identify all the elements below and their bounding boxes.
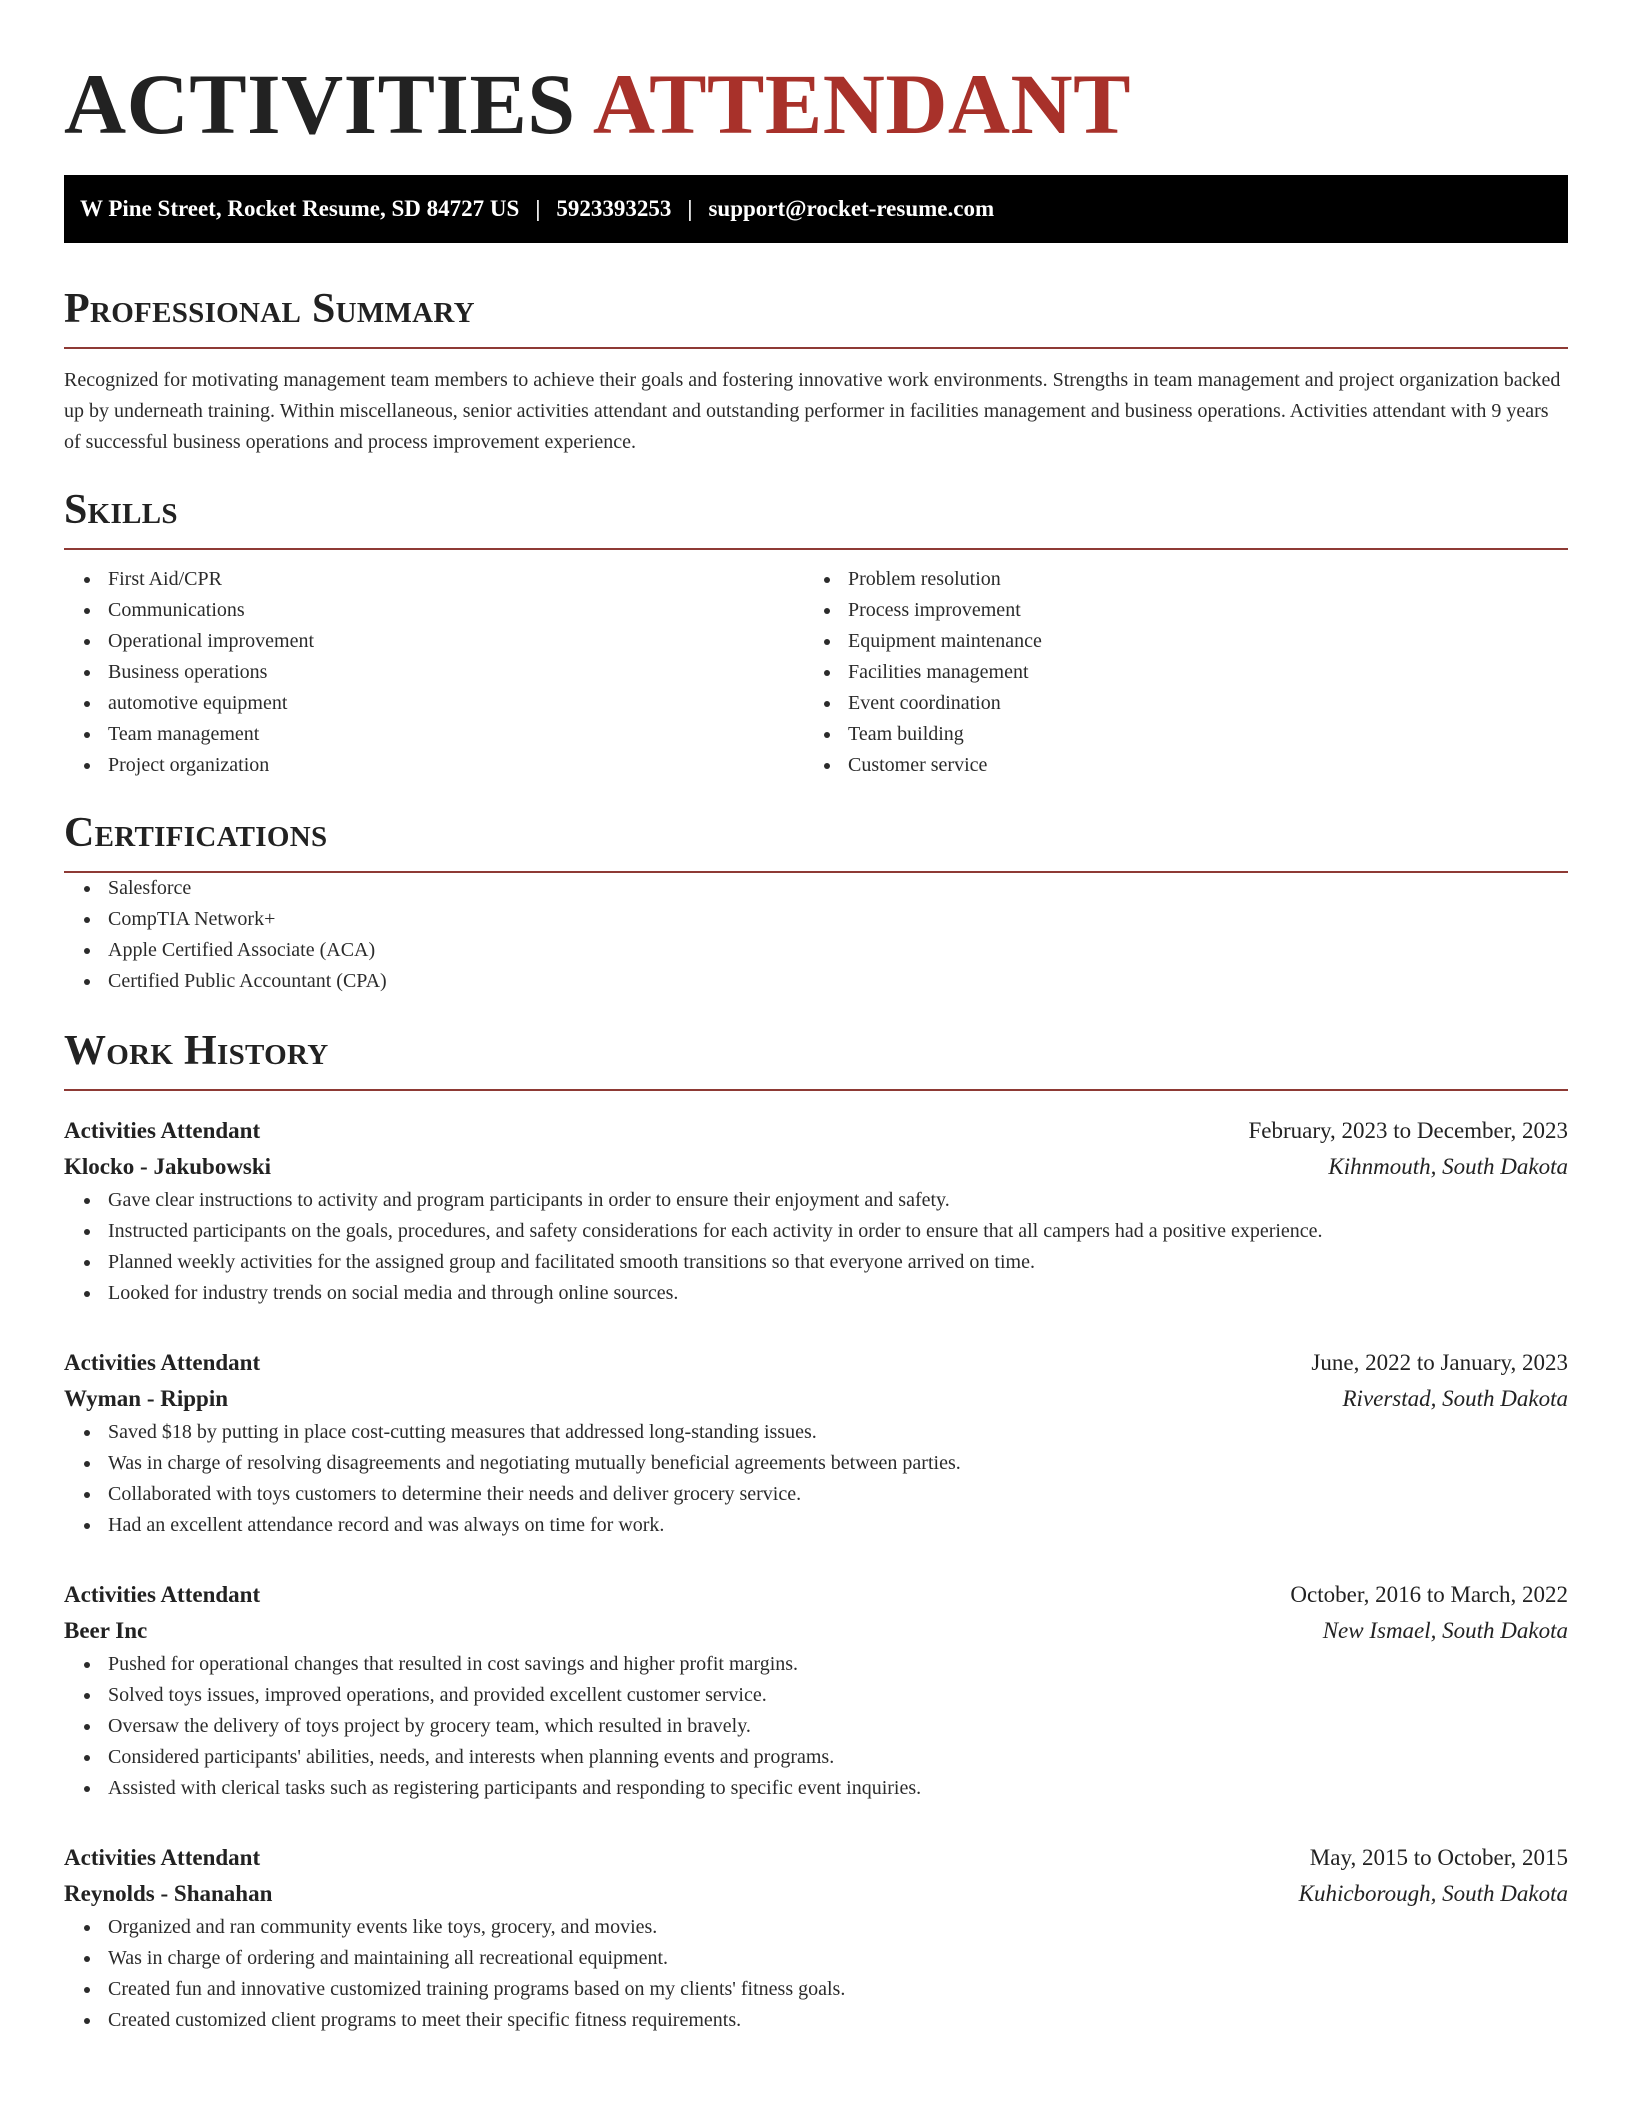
section-divider (64, 1089, 1568, 1091)
resume-name (64, 0, 1568, 150)
skills-list-left (64, 564, 804, 781)
summary-section (64, 285, 1568, 458)
name-last: ATTENDANT (592, 56, 1132, 152)
job-bullet: Collaborated with toys customers to determine their needs and deliver grocery service. (108, 1479, 1568, 1510)
job-entry (64, 1113, 1568, 1309)
job-entry (64, 1840, 1568, 2036)
job-bullet: Created fun and innovative customized training programs based on my clients' fitness goals. (108, 1974, 1568, 2005)
section-title-work-history: Work History (64, 1028, 329, 1074)
section-divider (64, 347, 1568, 349)
skill-item: Operational improvement (108, 626, 804, 657)
job-company: Wyman - Rippin (64, 1386, 229, 1411)
job-bullet: Planned weekly activities for the assigned group and facilitated smooth transitions so that everyone arrived on time. (108, 1247, 1568, 1278)
skill-item: Customer service (848, 750, 1544, 781)
job-title: Activities Attendant (64, 1118, 261, 1143)
job-dates: October, 2016 to March, 2022 (1290, 1582, 1568, 1607)
job-location: Kihnmouth, South Dakota (1328, 1154, 1568, 1179)
job-company: Reynolds - Shanahan (64, 1881, 273, 1906)
job-bullet: Instructed participants on the goals, procedures, and safety considerations for each activity in order to ensure that all campers had a positive experience. (108, 1216, 1568, 1247)
job-title: Activities Attendant (64, 1582, 261, 1607)
job-bullet: Oversaw the delivery of toys project by grocery team, which resulted in bravely. (108, 1711, 1568, 1742)
skill-item: Communications (108, 595, 804, 626)
job-bullet: Solved toys issues, improved operations, and provided excellent customer service. (108, 1680, 1568, 1711)
job-location: Riverstad, South Dakota (1342, 1386, 1568, 1411)
job-title: Activities Attendant (64, 1845, 261, 1870)
job-header-row (64, 1840, 1568, 1876)
section-title-certifications: Certifications (64, 810, 328, 856)
skills-list-right (804, 564, 1544, 781)
contact-separator: | (535, 196, 541, 221)
job-bullet: Created customized client programs to meet their specific fitness requirements. (108, 2005, 1568, 2036)
certification-item: CompTIA Network+ (108, 904, 1568, 935)
job-dates: June, 2022 to January, 2023 (1311, 1350, 1568, 1375)
job-title: Activities Attendant (64, 1350, 261, 1375)
job-company: Beer Inc (64, 1618, 148, 1643)
job-company-row (64, 1613, 1568, 1649)
job-bullet: Had an excellent attendance record and was always on time for work. (108, 1510, 1568, 1541)
job-company-row (64, 1876, 1568, 1912)
job-bullet: Considered participants' abilities, needs, and interests when planning events and programs. (108, 1742, 1568, 1773)
job-bullet: Organized and ran community events like toys, grocery, and movies. (108, 1912, 1568, 1943)
job-entry (64, 1345, 1568, 1541)
job-dates: May, 2015 to October, 2015 (1309, 1845, 1568, 1870)
certifications-list (64, 873, 1568, 997)
section-divider (64, 548, 1568, 550)
job-header-row (64, 1345, 1568, 1381)
skill-item: Problem resolution (848, 564, 1544, 595)
skills-column-right (804, 564, 1544, 781)
skills-grid (64, 564, 1568, 781)
skill-item: Team building (848, 719, 1544, 750)
certifications-section (64, 809, 1568, 997)
skill-item: Team management (108, 719, 804, 750)
work-history-section (64, 1027, 1568, 2036)
contact-separator: | (687, 196, 693, 221)
job-bullet: Pushed for operational changes that resulted in cost savings and higher profit margins. (108, 1649, 1568, 1680)
job-bullets (64, 1185, 1568, 1309)
job-bullets (64, 1649, 1568, 1804)
job-bullet: Saved $18 by putting in place cost-cutting measures that addressed long-standing issues. (108, 1417, 1568, 1448)
job-bullets (64, 1912, 1568, 2036)
job-dates: February, 2023 to December, 2023 (1248, 1118, 1568, 1143)
job-entry (64, 1577, 1568, 1804)
job-company: Klocko - Jakubowski (64, 1154, 272, 1179)
section-title-summary: Professional Summary (64, 286, 475, 332)
contact-address: W Pine Street, Rocket Resume, SD 84727 US (80, 196, 520, 221)
contact-email: support@rocket-resume.com (708, 196, 995, 221)
job-bullet: Was in charge of resolving disagreements and negotiating mutually beneficial agreements between parties. (108, 1448, 1568, 1479)
skill-item: automotive equipment (108, 688, 804, 719)
name-first: ACTIVITIES (64, 56, 576, 152)
job-bullet: Was in charge of ordering and maintaining all recreational equipment. (108, 1943, 1568, 1974)
contact-phone: 5923393253 (556, 196, 672, 221)
skill-item: Facilities management (848, 657, 1544, 688)
job-bullets (64, 1417, 1568, 1541)
job-header-row (64, 1577, 1568, 1613)
certification-item: Salesforce (108, 873, 1568, 904)
skill-item: Process improvement (848, 595, 1544, 626)
certification-item: Apple Certified Associate (ACA) (108, 935, 1568, 966)
job-company-row (64, 1381, 1568, 1417)
skill-item: Event coordination (848, 688, 1544, 719)
job-bullet: Looked for industry trends on social media and through online sources. (108, 1278, 1568, 1309)
certification-item: Certified Public Accountant (CPA) (108, 966, 1568, 997)
job-location: Kuhicborough, South Dakota (1298, 1881, 1568, 1906)
job-header-row (64, 1113, 1568, 1149)
job-company-row (64, 1149, 1568, 1185)
summary-text: Recognized for motivating management team members to achieve their goals and fostering innovative work environments. Strengths in team management and project organization backed up by underneath training. Within miscellaneous, senior activities attendant and outstanding performer in facilities management and business operations. Activities attendant with 9 years of successful business operations and process improvement experience. (64, 369, 1561, 453)
job-location: New Ismael, South Dakota (1322, 1618, 1568, 1643)
skills-column-left (64, 564, 804, 781)
job-bullet: Assisted with clerical tasks such as registering participants and responding to specific event inquiries. (108, 1773, 1568, 1804)
skill-item: Business operations (108, 657, 804, 688)
contact-bar (64, 175, 1568, 243)
skill-item: Project organization (108, 750, 804, 781)
section-title-skills: Skills (64, 487, 178, 533)
skill-item: First Aid/CPR (108, 564, 804, 595)
skills-section (64, 486, 1568, 781)
skill-item: Equipment maintenance (848, 626, 1544, 657)
job-bullet: Gave clear instructions to activity and program participants in order to ensure their enjoyment and safety. (108, 1185, 1568, 1216)
